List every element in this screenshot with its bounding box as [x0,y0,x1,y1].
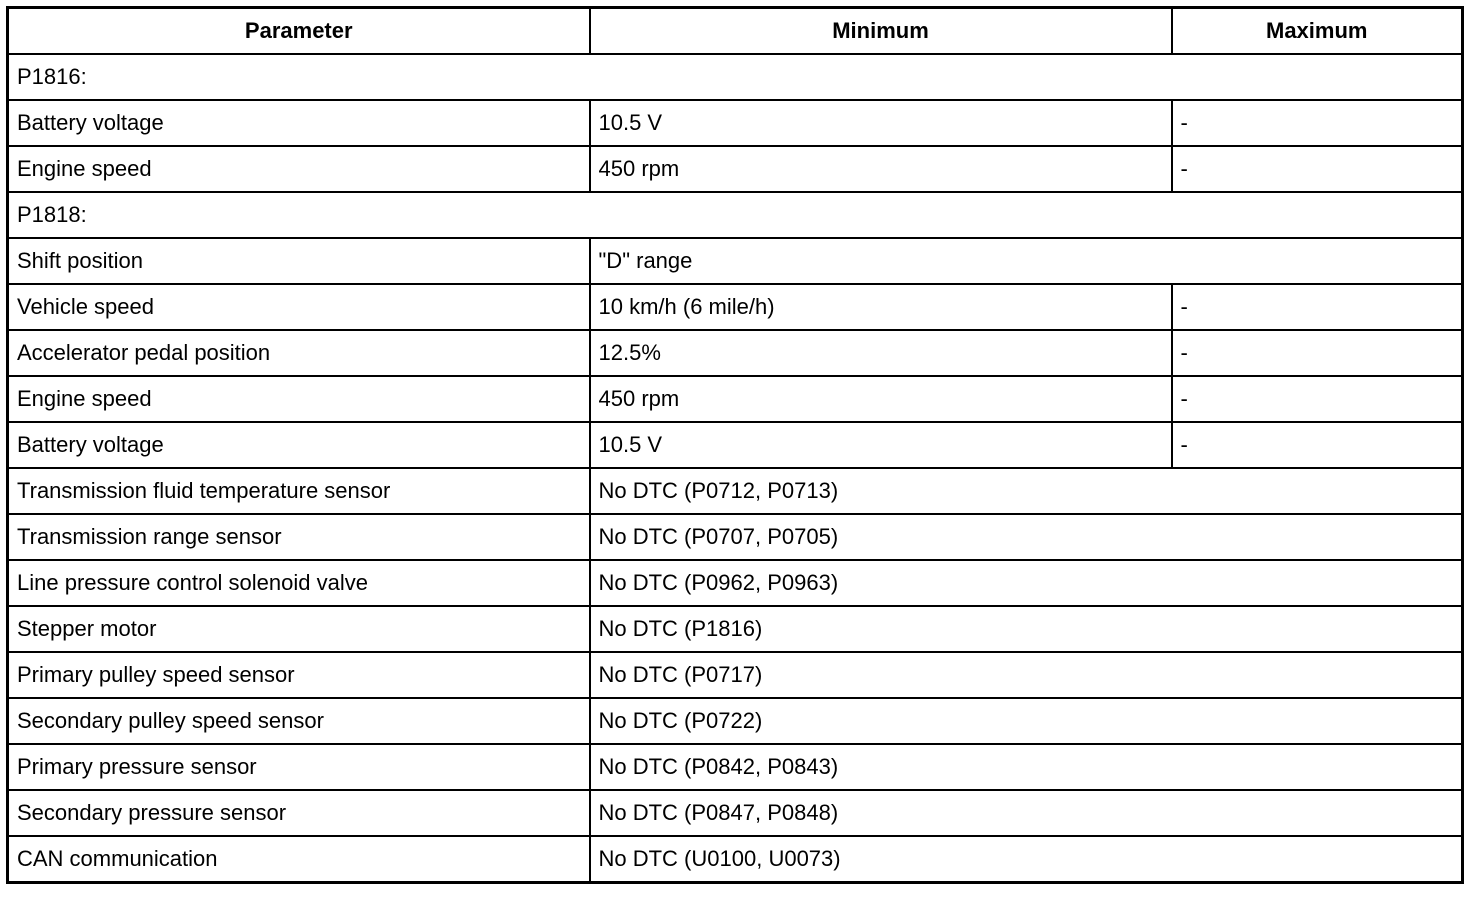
condition-cell: No DTC (P0722) [590,698,1463,744]
parameter-cell: CAN communication [8,836,590,883]
table-row [8,422,1463,468]
table-row [8,100,1463,146]
parameter-cell: Transmission range sensor [8,514,590,560]
condition-cell: No DTC (P0962, P0963) [590,560,1463,606]
parameter-cell: Engine speed [8,376,590,422]
section-label: P1818: [8,192,1463,238]
parameter-cell: Accelerator pedal position [8,330,590,376]
condition-cell: No DTC (U0100, U0073) [590,836,1463,883]
condition-cell: No DTC (P0842, P0843) [590,744,1463,790]
minimum-cell: 10.5 V [590,422,1172,468]
table-row [8,698,1463,744]
parameter-cell: Engine speed [8,146,590,192]
parameter-cell: Shift position [8,238,590,284]
parameter-cell: Vehicle speed [8,284,590,330]
header-minimum: Minimum [590,8,1172,55]
table-row [8,790,1463,836]
table-row [8,744,1463,790]
parameter-cell: Line pressure control solenoid valve [8,560,590,606]
minimum-cell: 10 km/h (6 mile/h) [590,284,1172,330]
table-row [8,560,1463,606]
condition-cell: "D" range [590,238,1463,284]
parameter-cell: Battery voltage [8,100,590,146]
header-maximum: Maximum [1172,8,1463,55]
condition-cell: No DTC (P0717) [590,652,1463,698]
table-row [8,146,1463,192]
maximum-cell: - [1172,146,1463,192]
condition-cell: No DTC (P0712, P0713) [590,468,1463,514]
table-row [8,836,1463,883]
section-row-p1816 [8,54,1463,100]
maximum-cell: - [1172,100,1463,146]
parameter-cell: Primary pulley speed sensor [8,652,590,698]
minimum-cell: 10.5 V [590,100,1172,146]
maximum-cell: - [1172,376,1463,422]
maximum-cell: - [1172,330,1463,376]
parameter-cell: Battery voltage [8,422,590,468]
section-row-p1818 [8,192,1463,238]
parameter-cell: Primary pressure sensor [8,744,590,790]
header-parameter: Parameter [8,8,590,55]
condition-cell: No DTC (P0847, P0848) [590,790,1463,836]
table-row [8,652,1463,698]
table-row [8,238,1463,284]
table-row [8,376,1463,422]
parameter-cell: Transmission fluid temperature sensor [8,468,590,514]
header-row [8,8,1463,55]
parameter-cell: Secondary pulley speed sensor [8,698,590,744]
minimum-cell: 450 rpm [590,146,1172,192]
minimum-cell: 450 rpm [590,376,1172,422]
table-row [8,468,1463,514]
condition-cell: No DTC (P1816) [590,606,1463,652]
table-row [8,514,1463,560]
maximum-cell: - [1172,284,1463,330]
table-row [8,606,1463,652]
minimum-cell: 12.5% [590,330,1172,376]
maximum-cell: - [1172,422,1463,468]
parameter-cell: Stepper motor [8,606,590,652]
conditions-table [6,6,1464,884]
parameter-cell: Secondary pressure sensor [8,790,590,836]
table-row [8,284,1463,330]
table-row [8,330,1463,376]
section-label: P1816: [8,54,1463,100]
condition-cell: No DTC (P0707, P0705) [590,514,1463,560]
